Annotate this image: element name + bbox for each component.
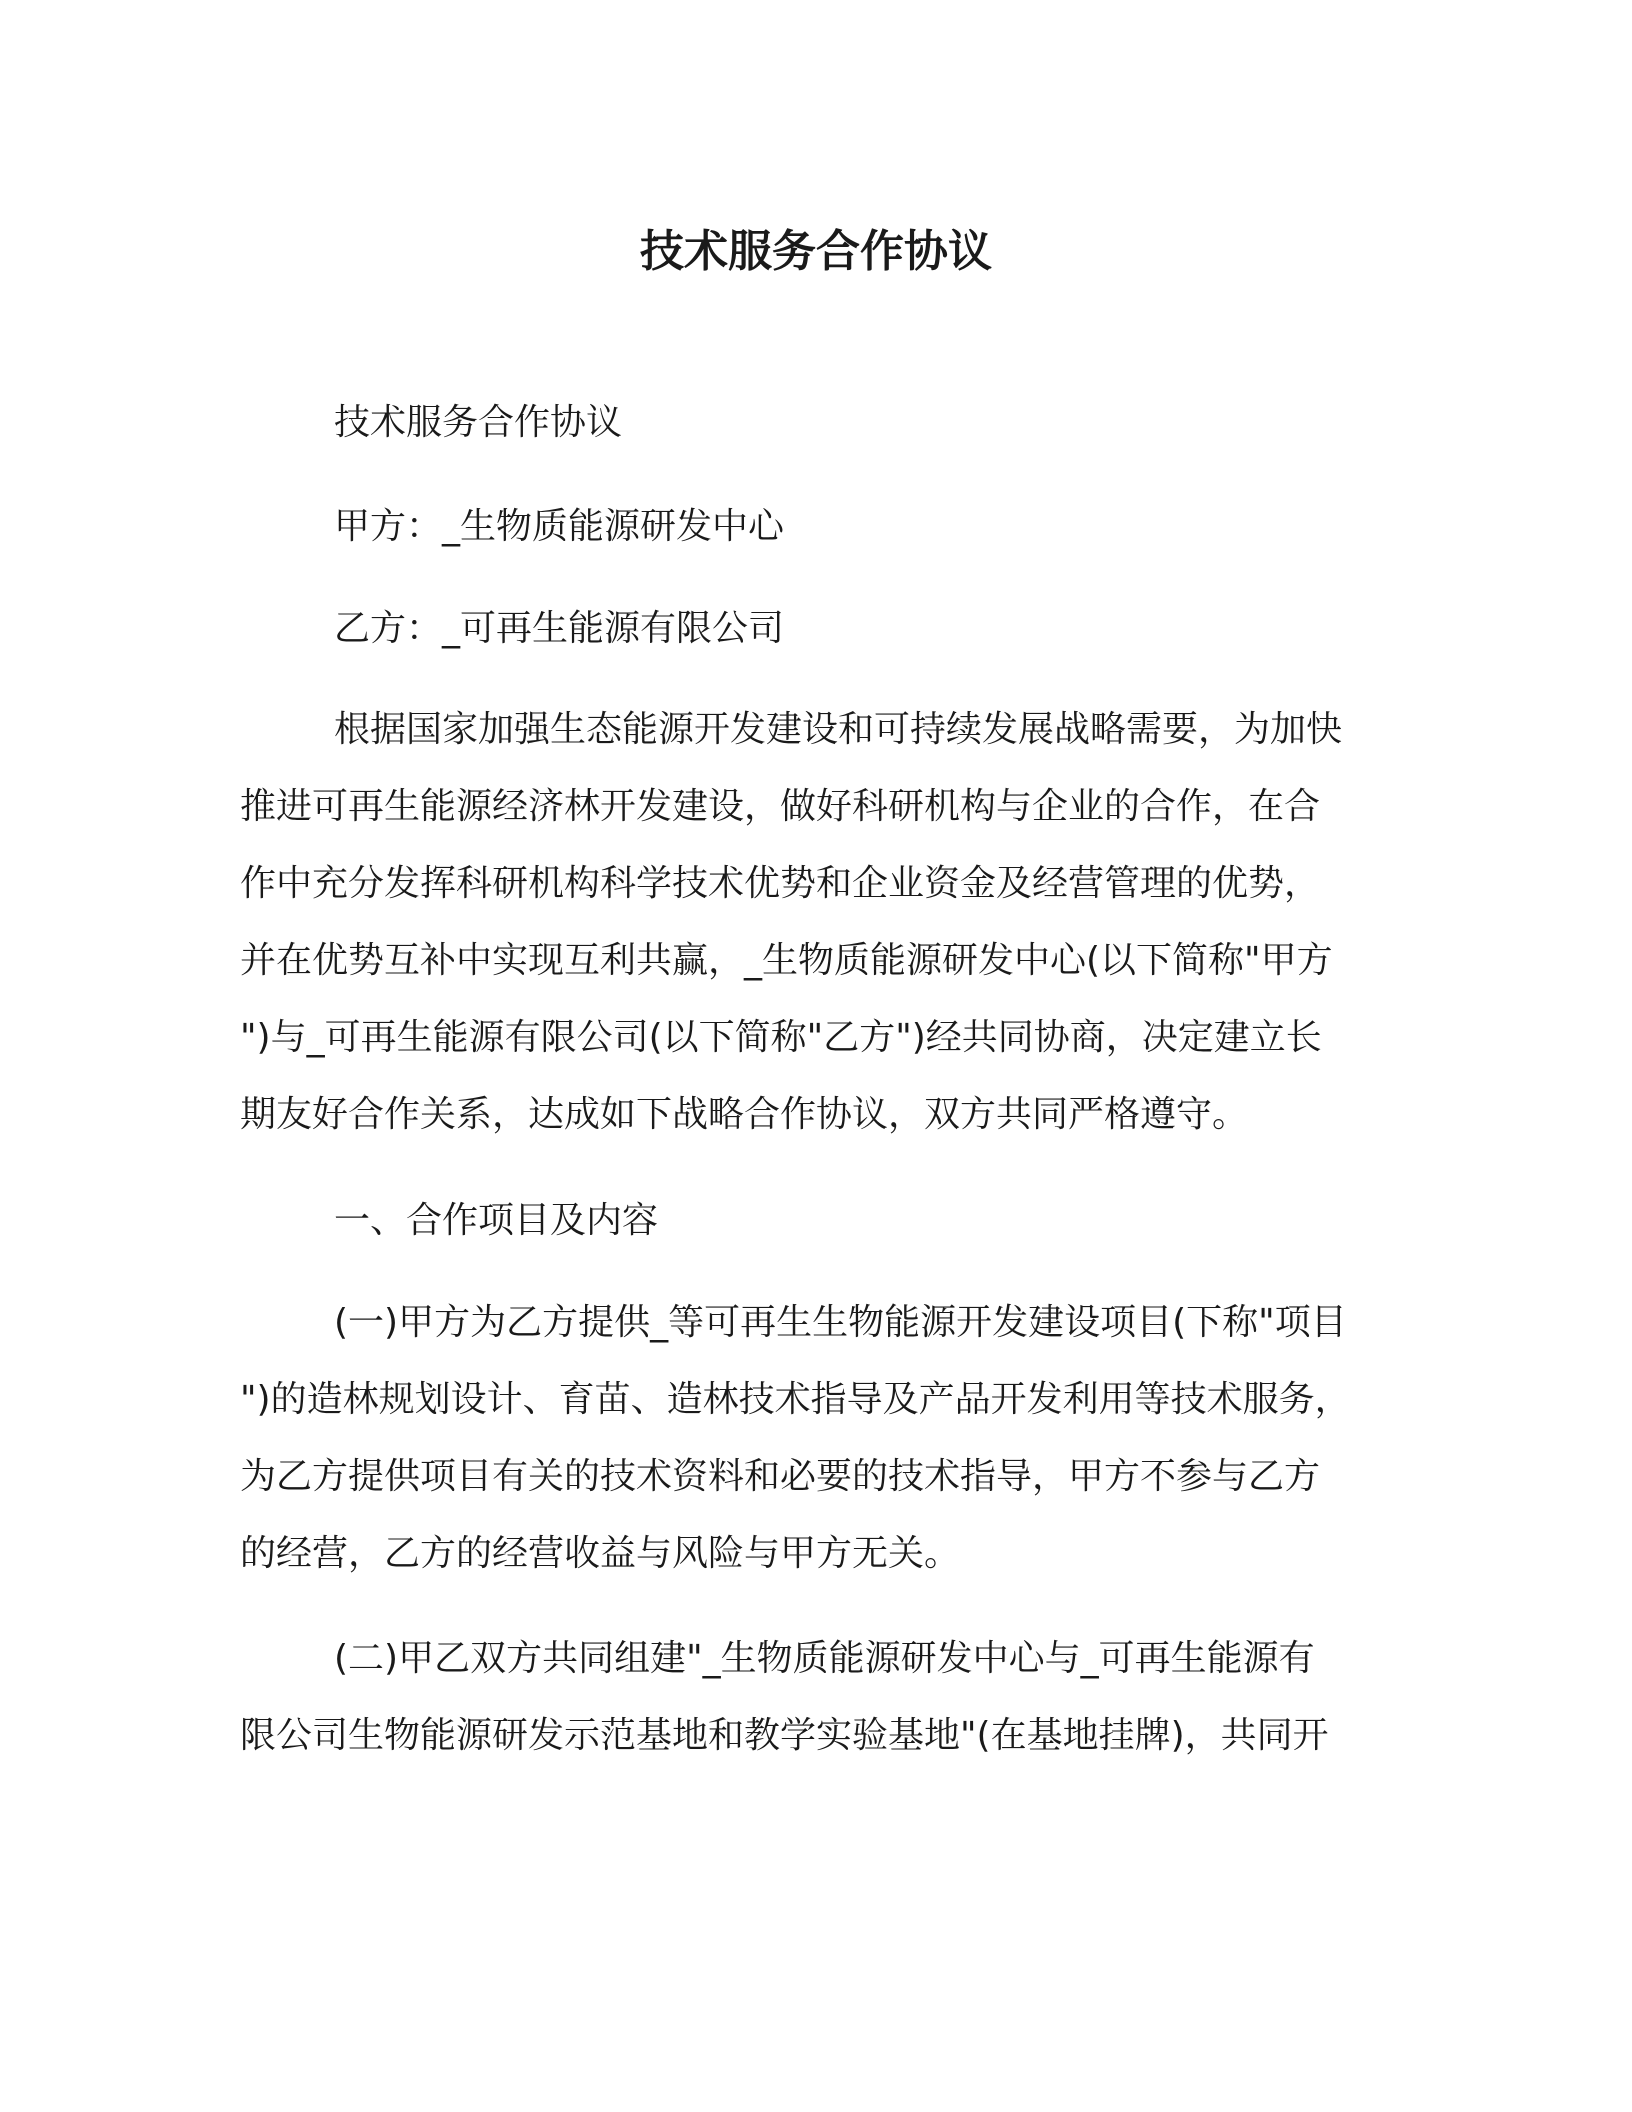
document-subtitle: 技术服务合作协议 [334,402,623,443]
clause-1 [240,1284,1380,1592]
clause-line: 为乙方提供项目有关的技术资料和必要的技术指导，甲方不参与乙方 [240,1456,1321,1497]
party-a: 甲方：_生物质能源研发中心 [334,506,785,547]
intro-line: 推进可再生能源经济林开发建设，做好科研机构与企业的合作，在合 [240,786,1321,827]
party-b: 乙方：_可再生能源有限公司 [334,608,785,649]
intro-paragraph [240,691,1380,1153]
document-title: 技术服务合作协议 [640,226,992,277]
intro-line: 根据国家加强生态能源开发建设和可持续发展战略需要，为加快 [334,709,1343,750]
intro-line: 作中充分发挥科研机构科学技术优势和企业资金及经营管理的优势， [240,863,1321,904]
clause-line: (一)甲方为乙方提供_等可再生生物能源开发建设项目(下称"项目 [334,1302,1347,1343]
clause-line: 限公司生物能源研发示范基地和教学实验基地"(在基地挂牌)，共同开 [240,1715,1329,1756]
clause-line: 的经营，乙方的经营收益与风险与甲方无关。 [240,1533,961,1574]
section-heading: 一、合作项目及内容 [334,1200,659,1241]
clause-line: (二)甲乙双方共同组建"_生物质能源研发中心与_可再生能源有 [334,1638,1315,1679]
clause-2 [240,1620,1380,1774]
intro-line: ")与_可再生能源有限公司(以下简称"乙方")经共同协商，决定建立长 [240,1017,1322,1058]
intro-line: 并在优势互补中实现互利共赢，_生物质能源研发中心(以下简称"甲方 [240,940,1333,981]
intro-line: 期友好合作关系，达成如下战略合作协议，双方共同严格遵守。 [240,1094,1249,1135]
clause-line: ")的造林规划设计、育苗、造林技术指导及产品开发利用等技术服务， [240,1379,1351,1420]
